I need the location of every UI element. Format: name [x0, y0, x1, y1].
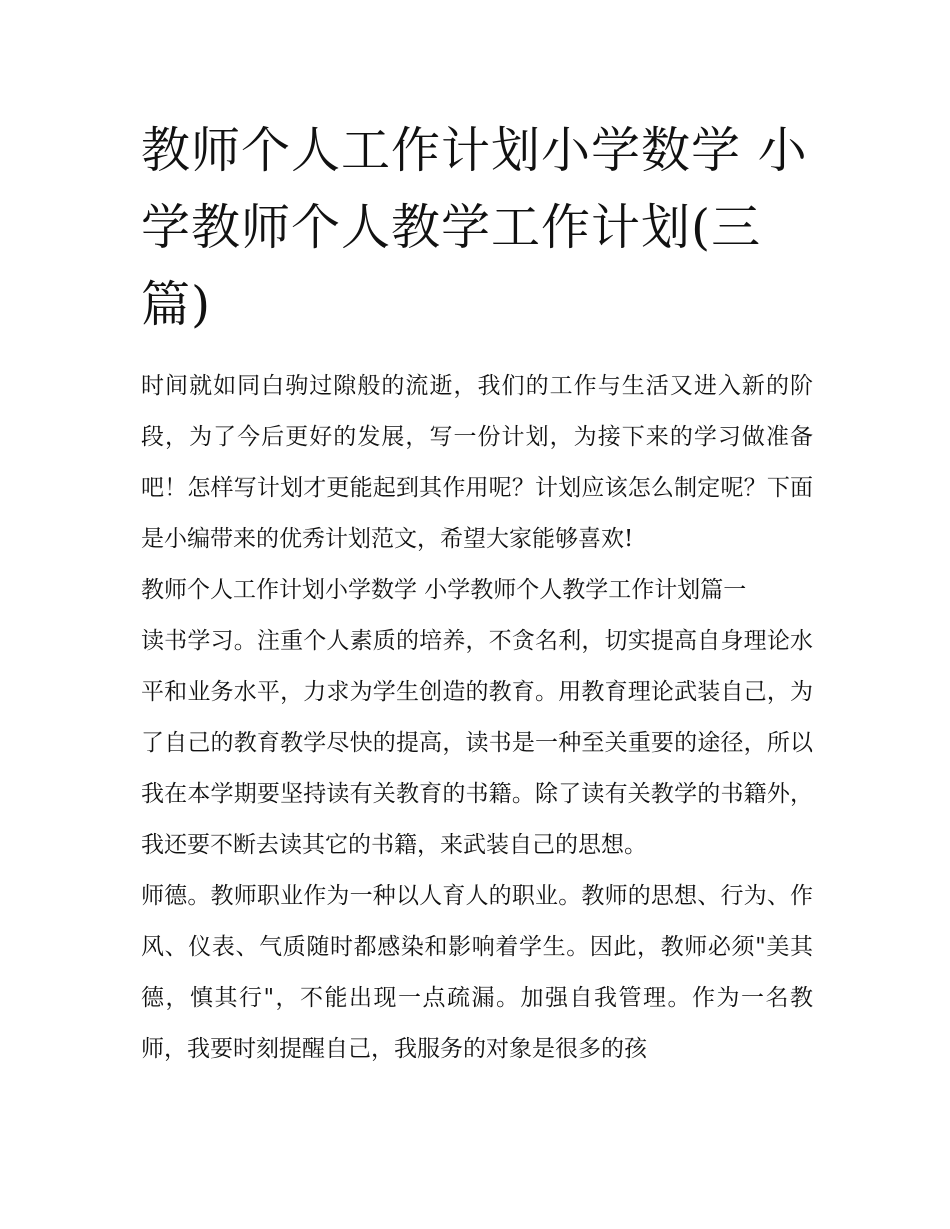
paragraph-intro: 时间就如同白驹过隙般的流逝，我们的工作与生活又进入新的阶段，为了今后更好的发展，写一份计划，为接下来的学习做准备吧！怎样写计划才更能起到其作用呢？计划应该怎么制定呢？下面是小编带来的优秀计划范文，希望大家能够喜欢!	[141, 373, 813, 552]
paragraph-reading-study: 读书学习。注重个人素质的培养，不贪名利，切实提高自身理论水平和业务水平，力求为学生创造的教育。用教育理论武装自己，为了自己的教育教学尽快的提高，读书是一种至关重要的途径，所以我在本学期要坚持读有关教育的书籍。除了读有关教学的书籍外，我还要不断去读其它的书籍，来武装自己的思想。	[141, 628, 813, 858]
paragraph-teacher-ethics: 师德。教师职业作为一种以人育人的职业。教师的思想、行为、作风、仪表、气质随时都感染和影响着学生。因此，教师必须"美其德，慎其行"，不能出现一点疏漏。加强自我管理。作为一名教师，我要时刻提醒自己，我服务的对象是很多的孩	[141, 883, 813, 1062]
document-body	[141, 112, 813, 1075]
document-title: 教师个人工作计划小学数学 小学教师个人教学工作计划(三篇)	[141, 122, 808, 333]
paragraph-section-heading: 教师个人工作计划小学数学 小学教师个人教学工作计划篇一	[141, 577, 747, 603]
